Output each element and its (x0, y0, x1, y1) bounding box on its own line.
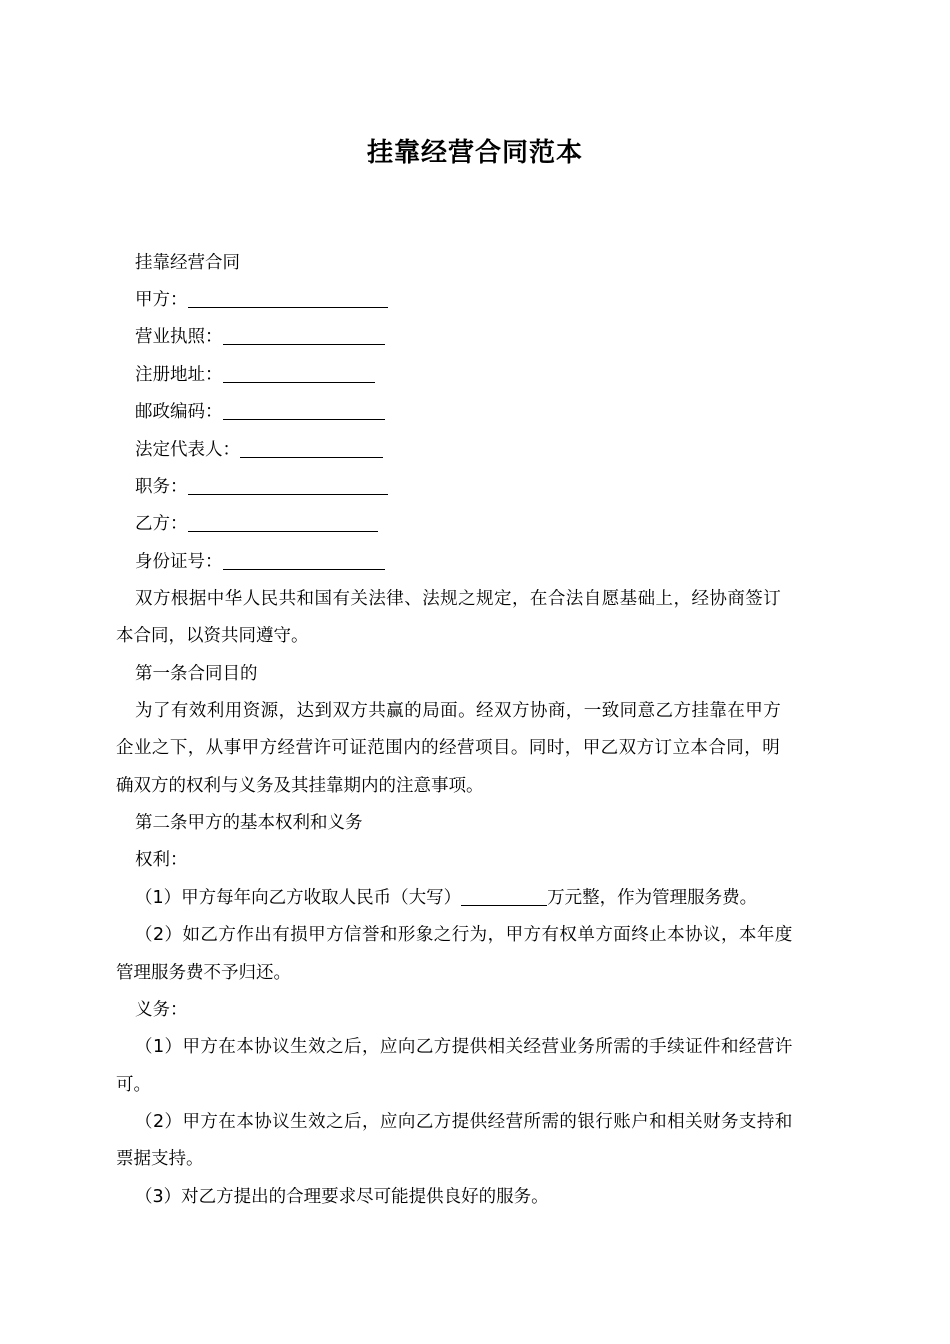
duty-1-line-2: 可。 (116, 1075, 151, 1095)
id-number-label: 身份证号： (135, 552, 223, 572)
rights-label: 权利： (135, 850, 188, 870)
postal-code-blank (223, 401, 385, 420)
duty-1-line-1: （1）甲方在本协议生效之后，应向乙方提供相关经营业务所需的手续证件和经营许 (135, 1037, 793, 1057)
article-1-line-1: 为了有效利用资源，达到双方共赢的局面。经双方协商，一致同意乙方挂靠在甲方 (135, 701, 782, 721)
right-1-text-pre: （1）甲方每年向乙方收取人民币（大写） (135, 888, 462, 908)
party-b-blank (188, 513, 378, 532)
business-license-field (135, 322, 385, 352)
postal-code-label: 邮政编码： (135, 402, 223, 422)
document-title: 挂靠经营合同范本 (366, 138, 583, 168)
id-number-blank (223, 551, 385, 570)
contract-heading: 挂靠经营合同 (135, 253, 240, 273)
intro-line-1: 双方根据中华人民共和国有关法律、法规之规定，在合法自愿基础上，经协商签订 (135, 589, 782, 609)
right-1 (135, 883, 757, 913)
legal-rep-blank (240, 439, 383, 458)
intro-line-2: 本合同，以资共同遵守。 (116, 626, 309, 646)
article-2-title: 第二条甲方的基本权利和义务 (135, 813, 363, 833)
business-license-blank (223, 326, 385, 345)
legal-rep-label: 法定代表人： (135, 440, 240, 460)
business-license-label: 营业执照： (135, 327, 223, 347)
fee-amount-blank (461, 887, 547, 906)
party-a-field (135, 285, 388, 315)
right-2-line-2: 管理服务费不予归还。 (116, 963, 291, 983)
right-1-text-post: 万元整，作为管理服务费。 (547, 888, 758, 908)
duties-label: 义务： (135, 1000, 188, 1020)
position-blank (188, 476, 388, 495)
position-field (135, 472, 388, 502)
reg-address-label: 注册地址： (135, 365, 223, 385)
duty-3: （3）对乙方提出的合理要求尽可能提供良好的服务。 (135, 1187, 549, 1207)
postal-code-field (135, 397, 385, 427)
position-label: 职务： (135, 477, 188, 497)
id-number-field (135, 547, 385, 577)
duty-2-line-1: （2）甲方在本协议生效之后，应向乙方提供经营所需的银行账户和相关财务支持和 (135, 1112, 793, 1132)
article-1-title: 第一条合同目的 (135, 664, 258, 684)
reg-address-blank (223, 364, 375, 383)
duty-2-line-2: 票据支持。 (116, 1149, 204, 1169)
article-1-line-3: 确双方的权利与义务及其挂靠期内的注意事项。 (116, 776, 484, 796)
party-a-blank (188, 289, 388, 308)
right-2-line-1: （2）如乙方作出有损甲方信誉和形象之行为，甲方有权单方面终止本协议，本年度 (135, 925, 793, 945)
party-b-label: 乙方： (135, 514, 188, 534)
party-b-field (135, 509, 378, 539)
reg-address-field (135, 360, 375, 390)
article-1-line-2: 企业之下，从事甲方经营许可证范围内的经营项目。同时，甲乙双方订立本合同，明 (116, 738, 781, 758)
party-a-label: 甲方： (135, 290, 188, 310)
legal-rep-field (135, 435, 383, 465)
